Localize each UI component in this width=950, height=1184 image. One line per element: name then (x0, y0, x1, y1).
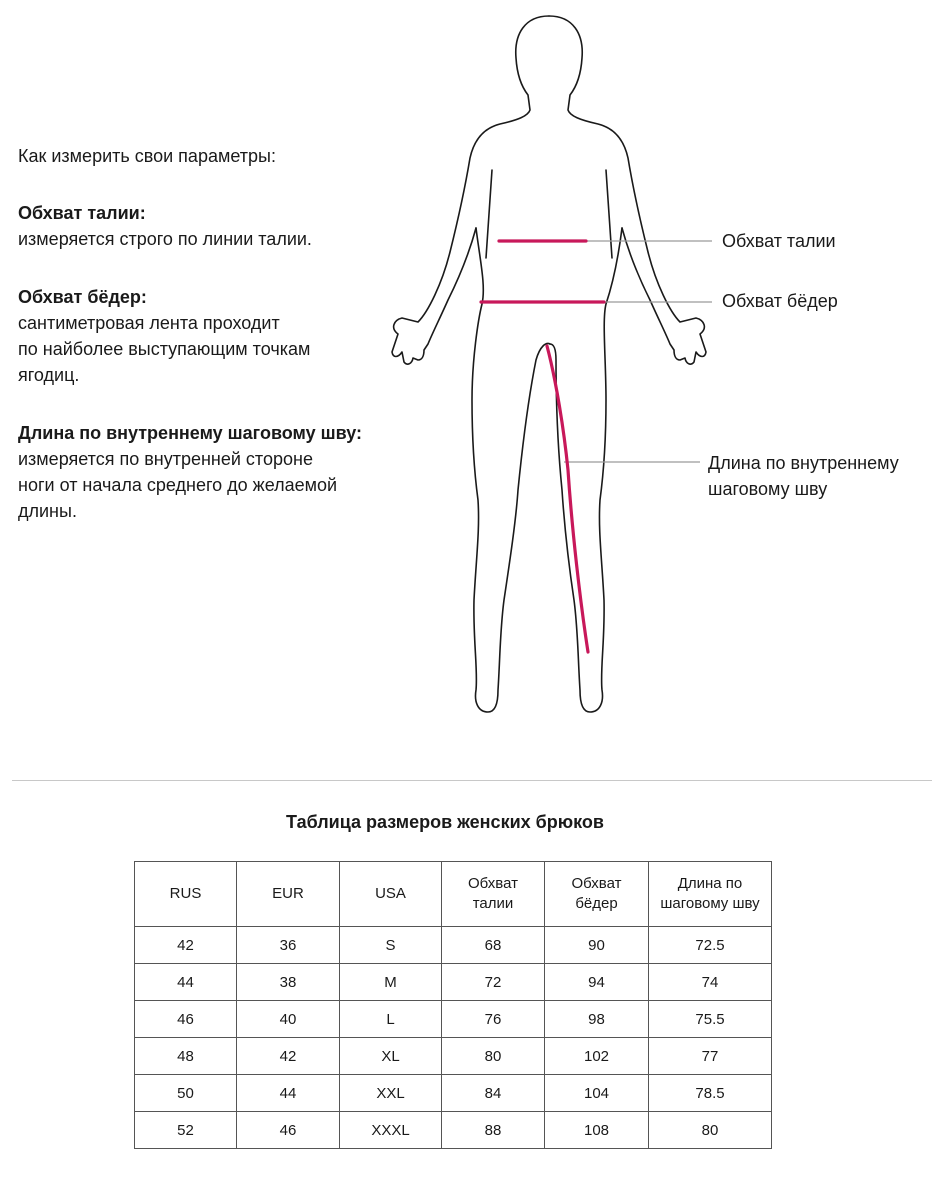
inseam-label-line: шаговому шву (708, 479, 828, 499)
head-outline (392, 16, 549, 364)
cell-hips: 98 (545, 1001, 649, 1038)
cell-inseam: 78.5 (649, 1075, 772, 1112)
measurement-lines (481, 241, 604, 652)
cell-hips: 94 (545, 964, 649, 1001)
cell-inseam: 75.5 (649, 1001, 772, 1038)
table-row (135, 1112, 772, 1149)
inseam-text-line: ноги от начала среднего до желаемой (18, 475, 338, 495)
header-usa: USA (340, 862, 442, 927)
cell-rus: 48 (135, 1038, 237, 1075)
table-row (135, 1001, 772, 1038)
cell-eur: 44 (237, 1075, 340, 1112)
cell-eur: 38 (237, 964, 340, 1001)
cell-waist: 88 (442, 1112, 545, 1149)
cell-usa: L (340, 1001, 442, 1038)
cell-inseam: 80 (649, 1112, 772, 1149)
cell-rus: 42 (135, 927, 237, 964)
inseam-text-line: измеряется по внутренней стороне (18, 449, 313, 469)
cell-usa: XL (340, 1038, 442, 1075)
cell-rus: 50 (135, 1075, 237, 1112)
hips-instruction (18, 284, 310, 388)
header-waist: Обхват талии (442, 862, 545, 927)
cell-usa: S (340, 927, 442, 964)
table-header-row (135, 862, 772, 927)
table-row (135, 1075, 772, 1112)
cell-usa: XXXL (340, 1112, 442, 1149)
right-arm-inner (606, 170, 612, 258)
hips-text-line: сантиметровая лента проходит (18, 313, 280, 333)
hips-text-line: по найболее выступающим точкам (18, 339, 311, 359)
header-rus: RUS (135, 862, 237, 927)
section-divider (12, 780, 932, 781)
cell-waist: 72 (442, 964, 545, 1001)
inseam-heading: Длина по внутреннему шаговому шву: (18, 423, 363, 443)
header-inseam: Длина по шаговому шву (649, 862, 772, 927)
waist-label: Обхват талии (722, 231, 836, 251)
cell-inseam: 74 (649, 964, 772, 1001)
body-figure-illustration (360, 0, 720, 730)
cell-waist: 76 (442, 1001, 545, 1038)
head-right (549, 16, 706, 364)
size-table (134, 861, 772, 1149)
hips-text-line: ягодиц. (18, 365, 80, 385)
inseam-instruction (18, 420, 362, 524)
cell-hips: 108 (545, 1112, 649, 1149)
cell-inseam: 72.5 (649, 927, 772, 964)
cell-usa: XXL (340, 1075, 442, 1112)
cell-rus: 46 (135, 1001, 237, 1038)
cell-eur: 36 (237, 927, 340, 964)
table-row (135, 927, 772, 964)
waist-text-line: измеряется строго по линии талии. (18, 229, 312, 249)
hips-heading: Обхват бёдер: (18, 287, 147, 307)
size-table-title: Таблица размеров женских брюков (286, 812, 604, 832)
header-hips: Обхват бёдер (545, 862, 649, 927)
cell-hips: 90 (545, 927, 649, 964)
inseam-measure-line (547, 346, 588, 652)
cell-hips: 102 (545, 1038, 649, 1075)
inseam-label-line: Длина по внутреннему (708, 453, 899, 473)
header-eur: EUR (237, 862, 340, 927)
body-outline (392, 16, 706, 712)
cell-rus: 44 (135, 964, 237, 1001)
cell-eur: 46 (237, 1112, 340, 1149)
cell-waist: 80 (442, 1038, 545, 1075)
waist-instruction (18, 200, 312, 252)
waist-heading: Обхват талии: (18, 203, 146, 223)
cell-inseam: 77 (649, 1038, 772, 1075)
table-row (135, 964, 772, 1001)
cell-hips: 104 (545, 1075, 649, 1112)
hips-label: Обхват бёдер (722, 291, 838, 311)
cell-eur: 42 (237, 1038, 340, 1075)
cell-usa: M (340, 964, 442, 1001)
left-arm-inner (486, 170, 492, 258)
instructions-intro: Как измерить свои параметры: (18, 146, 276, 166)
cell-eur: 40 (237, 1001, 340, 1038)
inseam-label (708, 450, 899, 502)
table-row (135, 1038, 772, 1075)
cell-rus: 52 (135, 1112, 237, 1149)
cell-waist: 84 (442, 1075, 545, 1112)
inseam-text-line: длины. (18, 501, 77, 521)
cell-waist: 68 (442, 927, 545, 964)
